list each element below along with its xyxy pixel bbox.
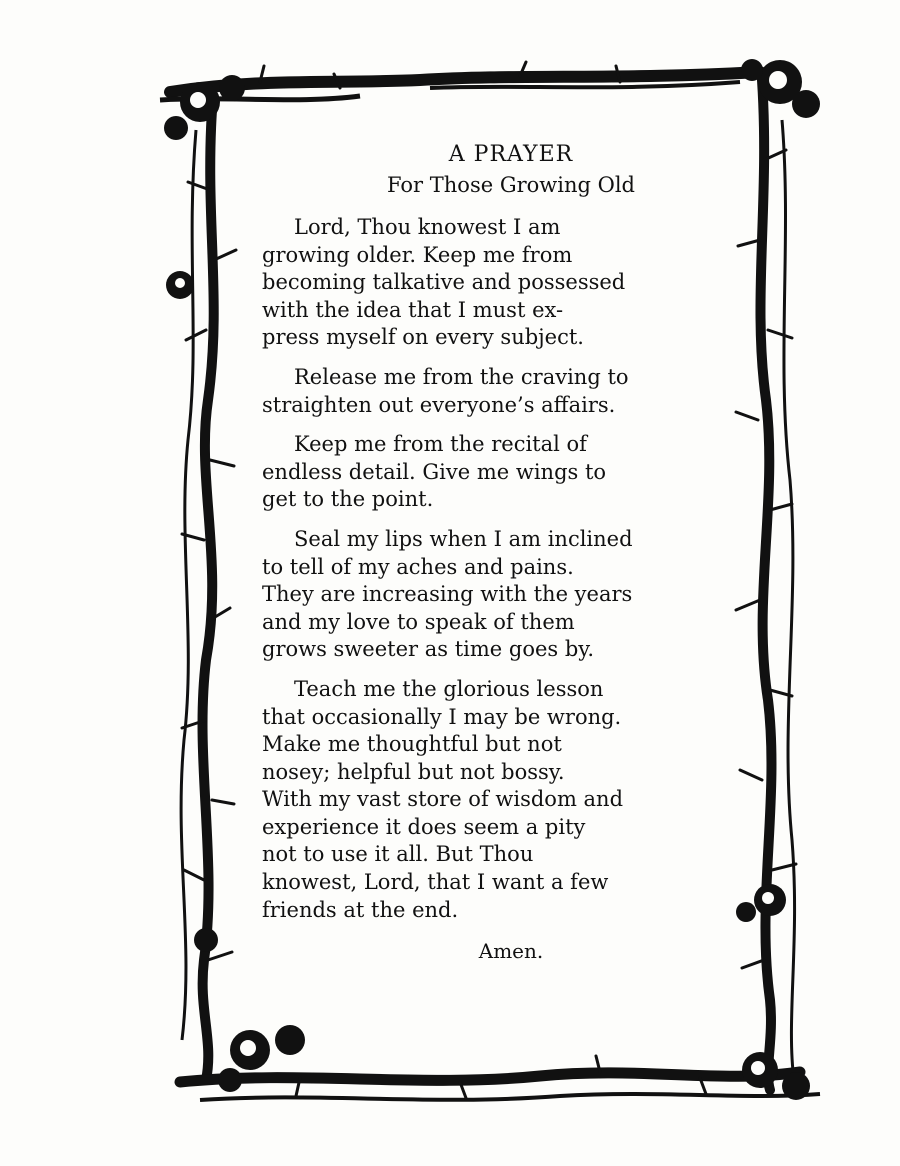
prayer-line: With my vast store of wisdom and [262,787,624,812]
prayer-line: They are increasing with the years [262,582,633,607]
prayer-paragraph [262,526,730,664]
prayer-line: to tell of my aches and pains. [262,554,574,579]
prayer-closing: Amen. [478,939,544,964]
prayer-line: Release me from the craving to [294,364,629,389]
prayer-card [262,140,730,966]
prayer-line: Make me thoughtful but not [262,732,562,757]
prayer-subtitle: For Those Growing Old [386,173,635,197]
prayer-line: experience it does seem a pity [262,814,586,839]
prayer-line: endless detail. Give me wings to [262,459,607,484]
right-vine [760,80,771,1090]
prayer-line: get to the point. [262,487,434,512]
prayer-line: Seal my lips when I am inclined [294,526,633,551]
prayer-line: not to use it all. But Thou [262,842,534,867]
prayer-line: press myself on every subject. [262,325,584,350]
prayer-line: nosey; helpful but not bossy. [262,759,565,784]
prayer-line: straighten out everyone’s affairs. [262,392,616,417]
prayer-line: becoming talkative and possessed [262,270,626,295]
prayer-line: friends at the end. [262,897,459,922]
prayer-line: Teach me the glorious lesson [294,676,604,701]
prayer-title: A PRAYER [448,142,574,167]
prayer-line: knowest, Lord, that I want a few [262,870,609,895]
prayer-line: with the idea that I must ex- [262,297,564,322]
prayer-line: that occasionally I may be wrong. [262,704,622,729]
prayer-line: Keep me from the recital of [294,432,587,457]
prayer-paragraph [262,676,730,924]
prayer-paragraph [262,364,730,419]
bottom-branch [180,1072,800,1082]
prayer-paragraph [262,431,730,514]
prayer-line: and my love to speak of them [262,609,575,634]
prayer-line: Lord, Thou knowest I am [294,215,561,239]
prayer-line: grows sweeter as time goes by. [262,637,595,662]
prayer-paragraph [262,214,730,352]
prayer-line: growing older. Keep me from [262,242,573,267]
